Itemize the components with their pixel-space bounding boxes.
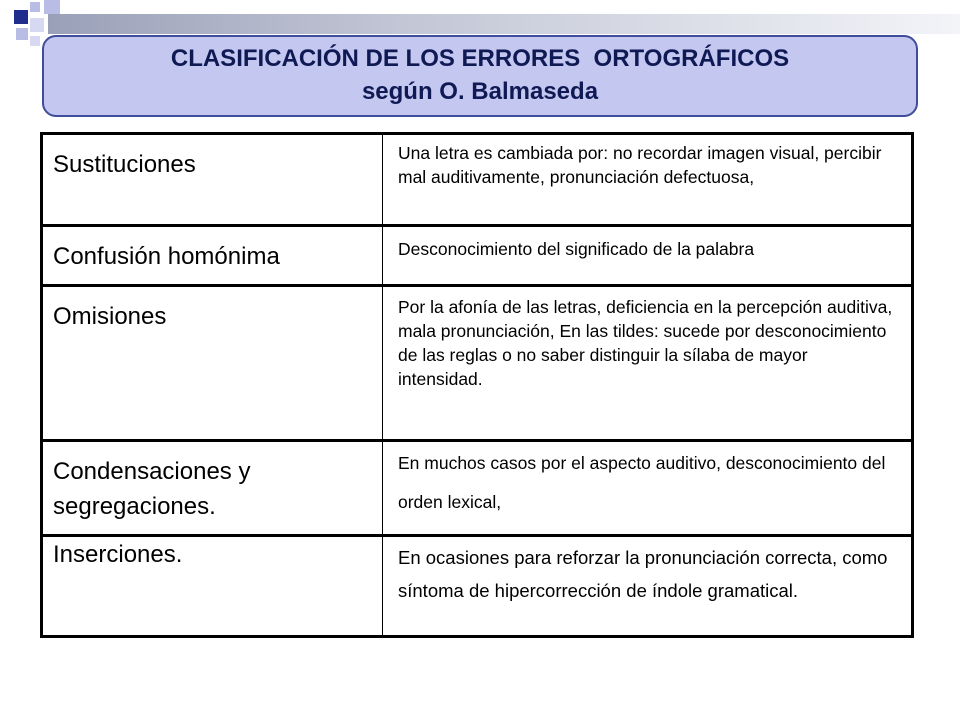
- title-box: [42, 35, 918, 117]
- table-row: [43, 534, 911, 635]
- term-cell: Inserciones.: [43, 537, 383, 635]
- decor-square-lavender-2: [44, 0, 60, 14]
- description-cell: En muchos casos por el aspecto auditivo, desconocimiento del orden lexical,: [398, 453, 886, 512]
- page-subtitle: según O. Balmaseda: [361, 78, 599, 105]
- description-cell: Una letra es cambiada por: no recordar imagen visual, percibir mal auditivamente, pronunciación defectuosa,: [398, 143, 882, 187]
- decor-square-light-2: [30, 36, 40, 46]
- page-title: CLASIFICACIÓN DE LOS ERRORES ORTOGRÁFICOS: [170, 45, 790, 72]
- term-cell: Omisiones: [43, 287, 383, 439]
- header-gradient-bar: [48, 14, 960, 34]
- term-cell: Sustituciones: [43, 135, 383, 224]
- decor-square-light-1: [30, 18, 44, 32]
- description-cell: Por la afonía de las letras, deficiencia en la percepción auditiva, mala pronunciación, En las tildes: sucede por desconocimiento de las reglas o no saber distinguir la sílaba de mayor intensidad.: [398, 297, 893, 389]
- table-row: [43, 224, 911, 284]
- table-row: [43, 135, 911, 224]
- table-row: [43, 284, 911, 439]
- term-cell: Confusión homónima: [43, 227, 383, 284]
- decor-square-lavender-3: [16, 28, 28, 40]
- decor-square-navy: [14, 10, 28, 24]
- decor-square-lavender-1: [30, 2, 40, 12]
- description-cell: Desconocimiento del significado de la palabra: [398, 239, 755, 259]
- term-cell: Condensaciones y segregaciones.: [43, 442, 383, 534]
- description-cell: En ocasiones para reforzar la pronunciación correcta, como síntoma de hipercorrección de índole gramatical.: [398, 547, 888, 601]
- classification-table: [40, 132, 914, 638]
- table-row: [43, 439, 911, 534]
